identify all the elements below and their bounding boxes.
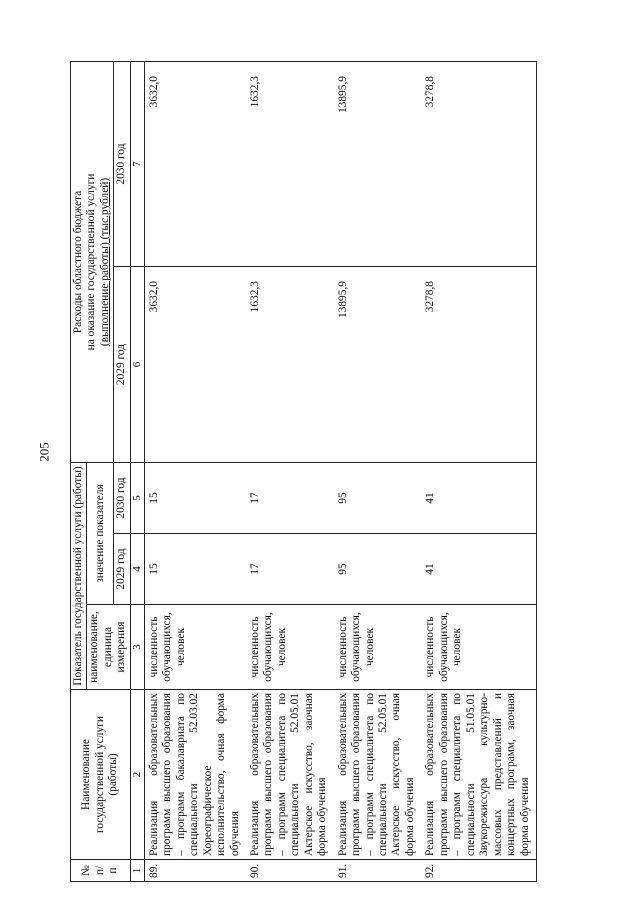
value-2030: 95	[334, 463, 422, 534]
header-budget-group	[71, 62, 114, 463]
column-number: 5	[130, 463, 144, 534]
value-2029: 95	[334, 534, 422, 605]
header-budget-line3: (выполнение работы) (тыс.рублей)	[98, 177, 111, 347]
header-col-num: № п/п	[71, 860, 131, 882]
indicator-unit: численность обучающихся, человек	[421, 605, 536, 690]
header-col-service: Наименование государственной услуги (работы)	[71, 690, 131, 860]
value-2030: 41	[421, 463, 536, 534]
header-unit: наименование, единица измерения	[87, 605, 130, 690]
header-value-2030: 2030 год	[114, 463, 130, 534]
page-number: 205	[36, 442, 52, 462]
service-name: Реализация образовательных программ высшего образования – программ специалитета по специальности 52.05.01 Актерское искусство, заочная форма обучения	[246, 690, 334, 860]
budget-table	[70, 61, 537, 882]
row-number: 92.	[421, 860, 536, 882]
budget-2030: 1632,3	[246, 62, 334, 267]
value-2029: 15	[144, 534, 246, 605]
column-number: 3	[130, 605, 144, 690]
budget-2029: 1632,3	[246, 267, 334, 463]
value-2029: 41	[421, 534, 536, 605]
column-number: 7	[130, 62, 144, 267]
service-name: Реализация образовательных программ высшего образования – программ специалитета по специальности 52.05.01 Актерское искусство, очная форма обучения	[334, 690, 422, 860]
budget-2029: 3632,0	[144, 267, 246, 463]
service-name: Реализация образовательных программ высшего образования – программ бакалавриата по специальности 52.03.02 Хореографическое исполнительство, очная форма обучения	[144, 690, 246, 860]
row-number: 89.	[144, 860, 246, 882]
budget-2029: 3278,8	[421, 267, 536, 463]
row-number: 91.	[334, 860, 422, 882]
column-number: 6	[130, 267, 144, 463]
budget-2030: 13895,9	[334, 62, 422, 267]
service-name: Реализация образовательных программ высшего образования – программ специалитета по специальности 51.05.01 Звукорежиссура культурно-массовых представлений и концертных программ, заочная форма обучения	[421, 690, 536, 860]
table-row	[334, 62, 422, 882]
column-number: 1	[130, 860, 144, 882]
budget-2030: 3632,0	[144, 62, 246, 267]
value-2029: 17	[246, 534, 334, 605]
indicator-unit: численность обучающихся, человек	[144, 605, 246, 690]
header-budget-line1: Расходы областного бюджета	[72, 190, 84, 334]
value-2030: 17	[246, 463, 334, 534]
column-number: 4	[130, 534, 144, 605]
rotated-table-container	[70, 62, 550, 882]
budget-2030: 3278,8	[421, 62, 536, 267]
header-value-group: значение показателя	[87, 463, 114, 605]
header-budget-line2: на оказание государственной услуги	[85, 173, 98, 351]
indicator-unit: численность обучающихся, человек	[246, 605, 334, 690]
column-number: 2	[130, 690, 144, 860]
table-row	[246, 62, 334, 882]
header-budget-2029: 2029 год	[114, 267, 130, 463]
budget-2029: 13895,9	[334, 267, 422, 463]
table-row	[144, 62, 246, 882]
table-row	[421, 62, 536, 882]
value-2030: 15	[144, 463, 246, 534]
header-indicator-group: Показатель государственной услуги (работы)	[71, 463, 87, 690]
header-value-2029: 2029 год	[114, 534, 130, 605]
header-budget-2030: 2030 год	[114, 62, 130, 267]
row-number: 90.	[246, 860, 334, 882]
indicator-unit: численность обучающихся, человек	[334, 605, 422, 690]
